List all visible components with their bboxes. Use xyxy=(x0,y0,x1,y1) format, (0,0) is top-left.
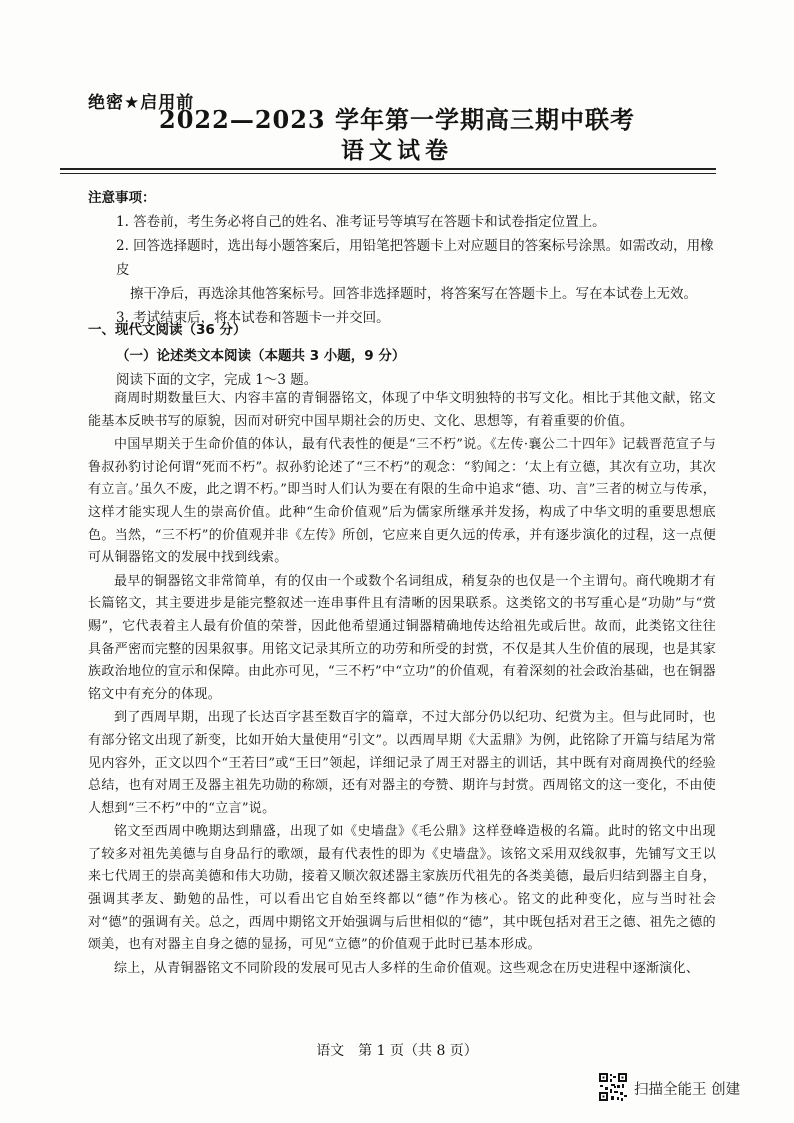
note-item-1: 1. 答卷前，考生务必将自己的姓名、准考证号等填写在答题卡和试卷指定位置上。 xyxy=(116,214,606,230)
note-item-3: 3. 考试结束后，将本试卷和答题卡一并交回。 xyxy=(116,310,390,326)
qr-code-icon xyxy=(598,1072,628,1106)
subject-title: 语文试卷 xyxy=(341,138,453,164)
passage-paragraph-2: 中国早期关于生命价值的体认，最有代表性的便是“三不朽”说。《左传·襄公二十四年》记载晋范宣子与鲁叔孙豹讨论何谓“死而不朽”。叔孙豹论述了“三不朽”的观念：“豹闻之：‘太上有立德，其次有立功，其次有立言。’虽久不废，此之谓不朽。”即当时人们认为要在有限的生命中追求“德、功、言”三者的树立与传承，这样才能实现人生的崇高价值。此种“生命价值观”后为儒家所继承并发扬，构成了中华文明的重要思想底色。当然，“三不朽”的价值观并非《左传》所创，它应来自更久远的传承，并有逐步演化的过程，这一点便可从铜器铭文的发展中找到线索。 xyxy=(88,437,716,566)
passage-paragraph-6: 综上，从青铜器铭文不同阶段的发展可见古人多样的生命价值观。这些观念在历史进程中逐渐演化、 xyxy=(114,960,700,976)
scanner-watermark-label: 扫描全能王 创建 xyxy=(634,1082,741,1098)
passage-paragraph-1: 商周时期数量巨大、内容丰富的青铜器铭文，体现了中华文明独特的书写文化。相比于其他文献，铭文能基本反映书写的原貌，因而对研究中国早期社会的历史、文化、思想等，有着重要的价值。 xyxy=(88,391,716,429)
notes-title: 注意事项： xyxy=(88,190,156,206)
header-rule-thick xyxy=(60,168,716,170)
note-item-2: 2. 回答选择题时，选出每小题答案后，用铅笔把答题卡上对应题目的答案标号涂黑。如需改动，用橡皮 xyxy=(116,238,714,278)
exam-title: 2022—2023 学年第一学期高三期中联考 xyxy=(159,105,635,134)
section-heading: 一、现代文阅读（36 分） xyxy=(88,322,247,338)
note-item-2-continued: 擦干净后，再选涂其他答案标号。回答非选择题时，将答案写在答题卡上。写在本试卷上无效。 xyxy=(130,286,697,302)
page-footer: 语文 第 1 页（共 8 页） xyxy=(316,1043,478,1059)
reading-passage xyxy=(88,388,716,981)
header-rule-thin xyxy=(60,173,716,174)
passage-paragraph-5: 铭文至西周中晚期达到鼎盛，出现了如《史墙盘》《毛公鼎》这样登峰造极的名篇。此时的铭文中出现了较多对祖先美德与自身品行的歌颂，最有代表性的即为《史墙盘》。该铭文采用双线叙事，先铺写文王以来七代周王的崇高美德和伟大功勋，接着又顺次叙述器主家族历代祖先的各类美德，最后归结到器主自身，强调其孝友、勤勉的品性，可以看出它自始至终都以“德”作为核心。铭文的此种变化，应与当时社会对“德”的强调有关。总之，西周中期铭文开始强调与后世相似的“德”，其中既包括对君王之德、祖先之德的颂美，也有对器主自身之德的显扬，可见“立德”的价值观于此时已基本形成。 xyxy=(88,824,716,953)
reading-instruction: 阅读下面的文字，完成 1～3 题。 xyxy=(116,372,318,388)
confidential-label: 绝密★启用前 xyxy=(88,93,195,113)
exam-notes xyxy=(88,186,716,330)
passage-paragraph-4: 到了西周早期，出现了长达百字甚至数百字的篇章，不过大部分仍以纪功、纪赏为主。但与此同时，也有部分铭文出现了新变，比如开始大量使用“引文”。以西周早期《大盂鼎》为例，此铭除了开篇与结尾为常见内容外，正文以四个“王若曰”或“王曰”领起，详细记录了周王对器主的训话，其中既有对商周换代的经验总结，也有对周王及器主祖先功勋的称颂，还有对器主的夸赞、期许与封赏。西周铭文的这一变化，不由使人想到“三不朽”中的“立言”说。 xyxy=(88,710,716,816)
passage-paragraph-3: 最早的铜器铭文非常简单，有的仅由一个或数个名词组成，稍复杂的也仅是一个主谓句。商代晚期才有长篇铭文，其主要进步是能完整叙述一连串事件且有清晰的因果联系。这类铭文的书写重心是“功勋”与“赏赐”，它代表着主人最有价值的荣誉，因此他希望通过铜器精确地传达给祖先或后世。故而，此类铭文往往具备严密而完整的因果叙事。用铭文记录其所立的功劳和所受的封赏，不仅是其人生价值的展现，也是其家族政治地位的宣示和保障。由此亦可见，“三不朽”中“立功”的价值观，有着深刻的社会政治基础，也在铜器铭文中有充分的体现。 xyxy=(88,573,716,702)
subsection-heading: （一）论述类文本阅读（本题共 3 小题，9 分） xyxy=(116,348,406,364)
